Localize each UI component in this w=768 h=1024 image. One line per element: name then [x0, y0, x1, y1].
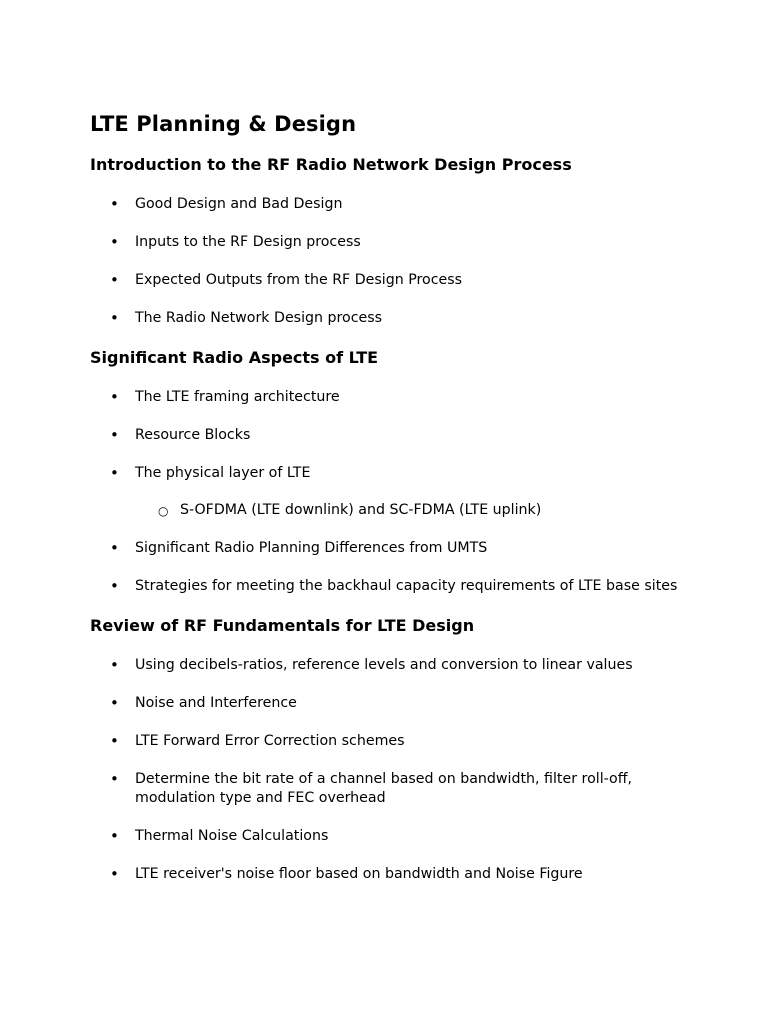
list-item: [90, 865, 690, 884]
list-item-text: Thermal Noise Calculations: [135, 828, 329, 844]
document-page: [90, 110, 690, 903]
list-item-text: The LTE framing architecture: [135, 389, 340, 405]
list-item: [90, 539, 690, 558]
bullet-icon: •: [110, 827, 119, 845]
list-item: [90, 770, 690, 808]
list-item: [90, 271, 690, 290]
bullet-list-radio-aspects: [90, 388, 690, 596]
list-item: [90, 656, 690, 675]
bullet-icon: •: [110, 656, 119, 674]
list-item: [90, 732, 690, 751]
section-heading-intro: Introduction to the RF Radio Network Design Process: [90, 155, 572, 174]
list-item-text: The Radio Network Design process: [135, 310, 383, 326]
list-item-text: The physical layer of LTE: [135, 465, 311, 481]
list-item-text: Noise and Interference: [135, 695, 297, 711]
section-heading-rf-fundamentals: Review of RF Fundamentals for LTE Design: [90, 616, 475, 635]
list-item-text: LTE receiver's noise floor based on bandwidth and Noise Figure: [135, 866, 583, 882]
list-item-text: Significant Radio Planning Differences from UMTS: [135, 540, 488, 556]
bullet-list-intro: [90, 195, 690, 328]
list-item-text: Inputs to the RF Design process: [135, 234, 361, 250]
bullet-icon: •: [110, 539, 119, 557]
document-title: LTE Planning & Design: [90, 112, 357, 136]
list-item: [90, 195, 690, 214]
list-item-text: Using decibels-ratios, reference levels and conversion to linear values: [135, 657, 633, 673]
list-item-text: Determine the bit rate of a channel based on bandwidth, filter roll-off, modulation type and FEC overhead: [135, 771, 632, 806]
list-item: [90, 694, 690, 713]
bullet-icon: •: [110, 271, 119, 289]
list-item-text: Strategies for meeting the backhaul capacity requirements of LTE base sites: [135, 578, 678, 594]
bullet-icon: •: [110, 195, 119, 213]
circle-bullet-icon: ○: [158, 504, 169, 518]
sub-list-item: [90, 501, 690, 520]
list-item: [90, 827, 690, 846]
bullet-icon: •: [110, 388, 119, 406]
list-item-text: LTE Forward Error Correction schemes: [135, 733, 405, 749]
list-item: [90, 464, 690, 520]
bullet-icon: •: [110, 770, 119, 788]
sub-list-item-text: S-OFDMA (LTE downlink) and SC-FDMA (LTE uplink): [180, 502, 542, 518]
bullet-icon: •: [110, 464, 119, 482]
list-item: [90, 426, 690, 445]
bullet-icon: •: [110, 577, 119, 595]
list-item-text: Expected Outputs from the RF Design Process: [135, 272, 463, 288]
list-item: [90, 309, 690, 328]
bullet-icon: •: [110, 233, 119, 251]
bullet-icon: •: [110, 865, 119, 883]
list-item: [90, 388, 690, 407]
bullet-icon: •: [110, 694, 119, 712]
section-heading-radio-aspects: Significant Radio Aspects of LTE: [90, 348, 379, 367]
sub-bullet-list: [135, 501, 690, 520]
bullet-icon: •: [110, 309, 119, 327]
list-item: [90, 233, 690, 252]
list-item: [90, 577, 690, 596]
list-item-text: Resource Blocks: [135, 427, 251, 443]
bullet-icon: •: [110, 732, 119, 750]
bullet-icon: •: [110, 426, 119, 444]
list-item-text: Good Design and Bad Design: [135, 196, 343, 212]
bullet-list-rf-fundamentals: [90, 656, 690, 884]
